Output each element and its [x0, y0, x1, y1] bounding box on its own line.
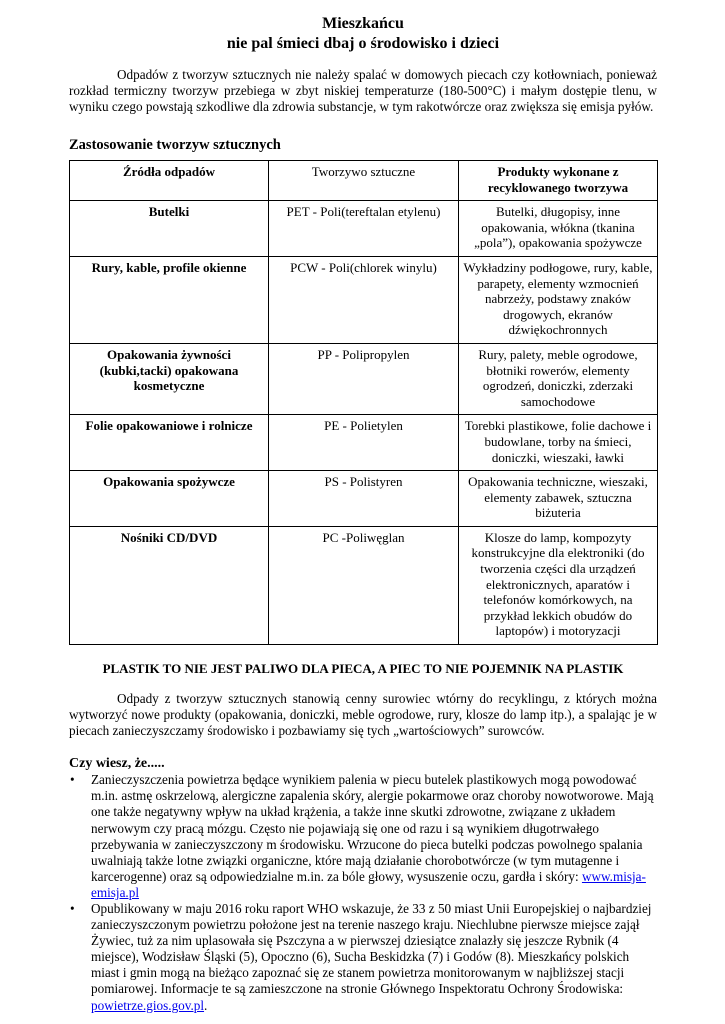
- cell-source: Opakowania spożywcze: [70, 471, 269, 527]
- section-heading: Zastosowanie tworzyw sztucznych: [69, 137, 281, 154]
- fact-end: .: [204, 997, 208, 1013]
- fact-text: Opublikowany w maju 2016 roku raport WHO wskazuje, że 33 z 50 miast Unii Europejskiej o najbardziej zanieczyszczonym powietrzu położone jest na terenie naszego kraju. Niechlubne pierwsze miejsce zajął Żywiec, tuż za nim uplasowała się Pszczyna a w pierwszej dziesiątce znalazły się jeszcze Rybnik (4 miejsce), Wodzisław Śląski (5), Opoczno (6), Sucha Beskidzka (7) i Godów (8). Mieszkańcy polskich miast i gmin mogą na bieżąco zapoznać się ze stanem powietrza monitorowanym w najbliższej stacji pomiarowej. Informacje te są zamieszczone na stronie Głównego Inspektoratu Ochrony Środowiska:: [91, 901, 652, 997]
- table-row: [70, 415, 658, 471]
- cell-products: Opakowania techniczne, wieszaki, elementy zabawek, sztuczna biżuteria: [459, 471, 658, 527]
- column-header-plastic: Tworzywo sztuczne: [269, 161, 459, 201]
- column-header-sources: Źródła odpadów: [70, 161, 269, 201]
- facts-heading: Czy wiesz, że.....: [69, 756, 165, 772]
- title-line-1: Mieszkańcu: [322, 15, 404, 32]
- cell-plastic: PS - Polistyren: [269, 471, 459, 527]
- cell-source: Butelki: [70, 201, 269, 257]
- table-header-row: [70, 161, 658, 201]
- table-row: [70, 256, 658, 343]
- facts-list: [69, 772, 657, 1013]
- recycling-paragraph: Odpady z tworzyw sztucznych stanowią cenny surowiec wtórny do recyklingu, z których można wytworzyć nowe produkty (opakowania, doniczki, meble ogrodowe, rury, klosze do lamp itp.), a spalając je w piecach zanieczyszczamy środowisko i pozbawiamy się tych „wartościowych” surowców.: [69, 690, 657, 739]
- list-item: [70, 901, 657, 1014]
- cell-products: Rury, palety, meble ogrodowe, błotniki rowerów, elementy ogrodzeń, doniczki, zderzaki samochodowe: [459, 343, 658, 414]
- cell-products: Torebki plastikowe, folie dachowe i budowlane, torby na śmieci, doniczki, wieszaki, ławki: [459, 415, 658, 471]
- cell-source: Nośniki CD/DVD: [70, 526, 269, 644]
- cell-products: Klosze do lamp, kompozyty konstrukcyjne dla elektroniki (do tworzenia części dla urządzeń elektronicznych, aparatów i telefonów komórkowych, na przykład lekkich obudów do laptopów) i motoryzacji: [459, 526, 658, 644]
- slogan: PLASTIK TO NIE JEST PALIWO DLA PIECA, A PIEC TO NIE POJEMNIK NA PLASTIK: [102, 661, 624, 677]
- cell-products: Wykładziny podłogowe, rury, kable, parapety, elementy wzmocnień nabrzeży, podstawy znaków drogowych, ekranów dźwiękochronnych: [459, 256, 658, 343]
- plastics-table: [69, 160, 658, 645]
- table-row: [70, 526, 658, 644]
- cell-plastic: PC -Poliwęglan: [269, 526, 459, 644]
- link-powietrze-gios[interactable]: powietrze.gios.gov.pl: [91, 997, 205, 1013]
- cell-products: Butelki, długopisy, inne opakowania, włókna (tkanina „pola”), opakowania spożywcze: [459, 201, 658, 257]
- cell-source: Folie opakowaniowe i rolnicze: [70, 415, 269, 471]
- table-row: [70, 343, 658, 414]
- bullet-icon: •: [70, 901, 75, 916]
- link-misja-emisja[interactable]: www.misja-emisja.pl: [91, 868, 646, 900]
- cell-source: Opakowania żywności (kubki,tacki) opakowana kosmetyczne: [70, 343, 269, 414]
- cell-plastic: PE - Polietylen: [269, 415, 459, 471]
- title-line-2: nie pal śmieci dbaj o środowisko i dzieci: [226, 34, 500, 52]
- column-header-products: Produkty wykonane z recyklowanego tworzywa: [459, 161, 658, 201]
- intro-paragraph: Odpadów z tworzyw sztucznych nie należy spalać w domowych piecach czy kotłowniach, ponieważ rozkład termiczny tworzyw przebiega w zbyt niskiej temperaturze (180-500°C) i małym dostępie tlenu, w wyniku czego powstają szkodliwe dla zdrowia substancje, w tym rakotwórcze oraz zwiększa się emisja pyłów.: [69, 67, 657, 115]
- cell-plastic: PCW - Poli(chlorek winylu): [269, 256, 459, 343]
- fact-text: Zanieczyszczenia powietrza będące wynikiem palenia w piecu butelek plastikowych mogą powodować m.in. astmę oskrzelową, alergiczne zapalenia skóry, alergie pokarmowe oraz choroby nowotworowe. Mają one także negatywny wpływ na układ krążenia, a także inne skutki zdrowotne, związane z układem nerwowym czy pracą mózgu. Często nie pojawiają się one od razu i są wynikiem długotrwałego przebywania w zanieczyszczony m środowisku. Wrzucone do pieca butelki podczas powolnego spalania uwalniają także lotne związki organiczne, które mają działanie chorobotwórcze (w tym mutagenne i karcerogenne) oraz są odpowiedzialne m.in. za bóle głowy, wysuszenie oczu, gardła i skóry:: [91, 772, 654, 884]
- cell-plastic: PET - Poli(tereftalan etylenu): [269, 201, 459, 257]
- cell-source: Rury, kable, profile okienne: [70, 256, 269, 343]
- list-item: [70, 772, 657, 901]
- table-row: [70, 471, 658, 527]
- cell-plastic: PP - Polipropylen: [269, 343, 459, 414]
- bullet-icon: •: [70, 772, 75, 788]
- document-page: [69, 14, 657, 1014]
- table-row: [70, 201, 658, 257]
